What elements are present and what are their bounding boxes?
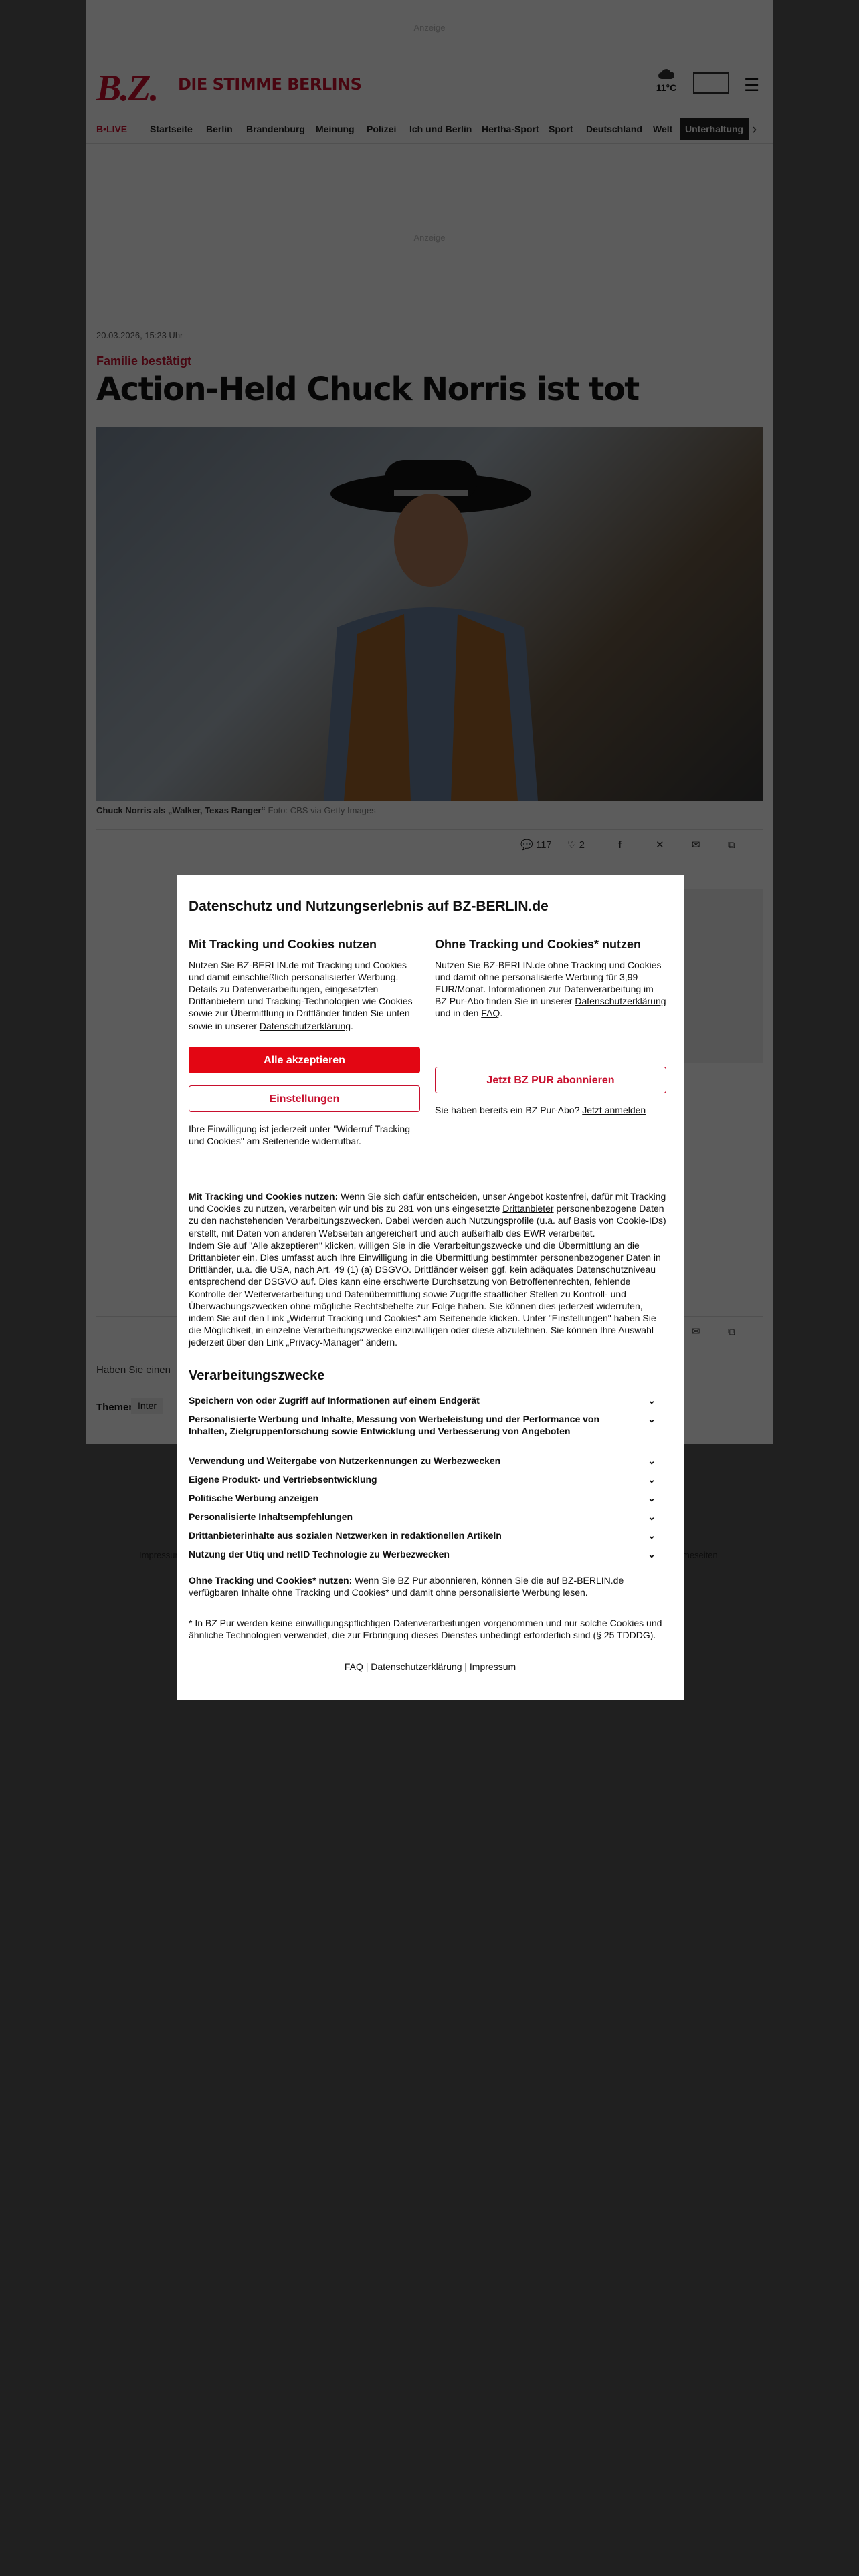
tracking-details: Mit Tracking und Cookies nutzen: Wenn Sie sich dafür entscheiden, unser Angebot kostenfrei, dafür mit Tracking und Cookies zu nutzen, verarbeiten wir und bis zu 281 von uns eingesetzte Drittanbieter personenbezogene Daten zu den nachstehenden Verarbeitungszwecken. Dabei werden auch Nutzungsprofile (u.a. auf Basis von Cookie-IDs) erstellt, mit Daten von anderen Webseiten angereichert und auch außerhalb des EWR verarbeitet. Indem Sie auf "Alle akzeptieren" klicken, willigen Sie in die Verarbeitungszwecke und die Übermittlung an die Drittanbieter ein. Dies umfasst auch Ihre Einwilligung in die Übermittlung bestimmter personenbezogener Daten in Drittländer, u.a. die USA, nach Art. 49 (1) (a) DSGVO. Drittländer weisen ggf. kein adäquates Datenschutzniveau entsprechend der DSGVO auf. Dies kann eine erschwerte Durchsetzung von Betroffenenrechten, fehlende Kontrolle der Weiterverarbeitung und Datenübermittlung sowie Zugriffe staatlicher Stellen zu Kontroll- und Überwachungszwecken ohne mögliche Rechtsbehelfe zur Folge haben. Sie können dies jederzeit widerrufen, indem Sie auf den Link „Widerruf Tracking und Cookies“ am Seitenende klicken. Unter "Einstellungen" haben Sie die Möglichkeit, in einzelne Verarbeitungszwecke einzuwilligen oder diese abzulehnen. Sie können Ihre Auswahl jederzeit über den Link „Privacy-Manager“ ändern. <box>189 1191 666 1348</box>
tracking-title: Mit Tracking und Cookies nutzen <box>189 938 377 951</box>
consent-footer-links: FAQ | Datenschutzerklärung | Impressum <box>344 1661 516 1672</box>
chevron-down-icon: ⌄ <box>648 1530 656 1541</box>
chevron-down-icon: ⌄ <box>648 1511 656 1522</box>
consent-title: Datenschutz und Nutzungserlebnis auf BZ-BERLIN.de <box>189 899 549 914</box>
consent-dialog <box>177 875 684 1700</box>
chevron-down-icon: ⌄ <box>648 1395 656 1406</box>
purpose-content-recs[interactable]: Personalisierte Inhaltsempfehlungen ⌄ <box>189 1511 656 1522</box>
pur-text: Nutzen Sie BZ-BERLIN.de ohne Tracking und Cookies und damit ohne personalisierte Werbung für 3,99 EUR/Monat. Informationen zur Datenverarbeitung im BZ Pur-Abo finden Sie in unserer Datenschutzerklärung und in den FAQ. <box>435 959 666 1019</box>
chevron-down-icon: ⌄ <box>648 1474 656 1485</box>
footer-privacy-link[interactable]: Datenschutzerklärung <box>371 1661 462 1672</box>
purpose-storage[interactable]: Speichern von oder Zugriff auf Informationen auf einem Endgerät ⌄ <box>189 1395 656 1406</box>
purpose-political-ads[interactable]: Politische Werbung anzeigen ⌄ <box>189 1493 656 1503</box>
footer-faq-link[interactable]: FAQ <box>344 1661 363 1672</box>
tracking-text: Nutzen Sie BZ-BERLIN.de mit Tracking und Cookies und damit einschließlich personalisierter Werbung. Details zu Datenverarbeitungen, eingesetzten Drittanbietern und Tracking-Technologien wie Cookies sowie zur Übermittlung in Drittländer finden Sie unten sowie in unserer Datenschutzerklärung. <box>189 959 413 1031</box>
pur-footnote: * In BZ Pur werden keine einwilligungspflichtigen Datenverarbeitungen vorgenommen und nur solche Cookies und ähnliche Technologien verwendet, die zur Erbringung dieses Dienstes unbedingt erforderlich sind (§ 25 TDDDG). <box>189 1618 662 1641</box>
faq-link[interactable]: FAQ <box>481 1008 500 1019</box>
revoke-note: Ihre Einwilligung ist jederzeit unter "Widerruf Tracking und Cookies" am Seitenende widerrufbar. <box>189 1123 410 1146</box>
purpose-user-ids[interactable]: Verwendung und Weitergabe von Nutzerkennungen zu Werbezwecken ⌄ <box>189 1455 656 1466</box>
pur-login-hint: Sie haben bereits ein BZ Pur-Abo? Jetzt anmelden <box>435 1104 646 1115</box>
privacy-link[interactable]: Datenschutzerklärung <box>259 1020 351 1031</box>
consent-option-tracking <box>189 938 420 1147</box>
purpose-personalized-ads[interactable]: Personalisierte Werbung und Inhalte, Messung von Werbeleistung und der Performance von Inhalten, Zielgruppenforschung sowie Entwicklung und Verbesserung von Angeboten ⌄ <box>189 1414 656 1436</box>
footer-imprint-link[interactable]: Impressum <box>469 1661 516 1672</box>
purpose-utiq-netid[interactable]: Nutzung der Utiq und netID Technologie zu Werbezwecken ⌄ <box>189 1549 656 1560</box>
subscribe-pur-button[interactable]: Jetzt BZ PUR abonnieren <box>435 1067 666 1093</box>
purposes-title: Verarbeitungszwecke <box>189 1368 325 1383</box>
purpose-product-dev[interactable]: Eigene Produkt- und Vertriebsentwicklung ⌄ <box>189 1474 656 1485</box>
pur-privacy-link[interactable]: Datenschutzerklärung <box>575 996 666 1007</box>
chevron-down-icon: ⌄ <box>648 1455 656 1466</box>
without-tracking-text: Ohne Tracking und Cookies* nutzen: Wenn Sie BZ Pur abonnieren, können Sie die auf BZ-BERLIN.de verfügbaren Inhalte ohne Tracking und Cookies* und damit ohne personalisierte Werbung lesen. <box>189 1575 624 1598</box>
settings-button[interactable]: Einstellungen <box>189 1085 420 1112</box>
consent-option-pur <box>435 938 666 1116</box>
pur-login-link[interactable]: Jetzt anmelden <box>582 1104 646 1115</box>
purpose-social-content[interactable]: Drittanbieterinhalte aus sozialen Netzwerken in redaktionellen Artikeln ⌄ <box>189 1530 656 1541</box>
chevron-down-icon: ⌄ <box>648 1493 656 1503</box>
pur-title: Ohne Tracking und Cookies* nutzen <box>435 938 642 951</box>
chevron-down-icon: ⌄ <box>648 1414 656 1424</box>
accept-all-button[interactable]: Alle akzeptieren <box>189 1047 420 1073</box>
chevron-down-icon: ⌄ <box>648 1549 656 1560</box>
third-party-link[interactable]: Drittanbieter <box>502 1203 554 1214</box>
